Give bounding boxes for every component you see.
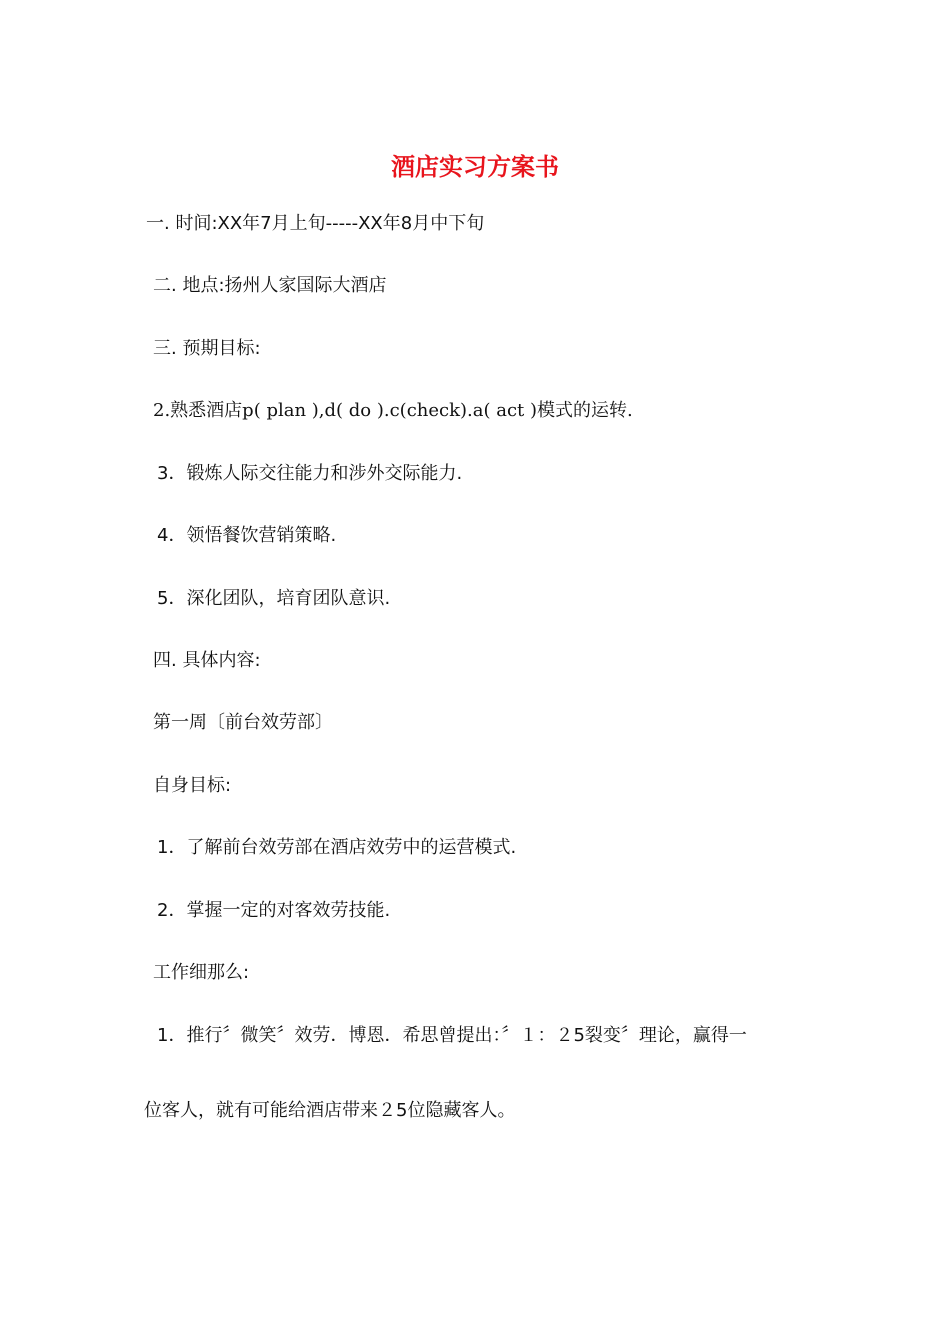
week-one-heading: 第一周〔前台效劳部〕 xyxy=(153,712,333,733)
section-goals-heading: 三. 预期目标: xyxy=(153,338,261,359)
document-title: 酒店实习方案书 xyxy=(391,152,559,181)
section-location: 二. 地点:扬州人家国际大酒店 xyxy=(153,275,387,296)
goal-item-3: 3．锻炼人际交往能力和涉外交际能力. xyxy=(157,463,463,484)
work-rule-item-1: 1．推行〞微笑〞效劳．博恩．希思曾提出：〞１：２5裂变〞理论，赢得一 xyxy=(157,1025,747,1046)
self-goal-item-1: 1．了解前台效劳部在酒店效劳中的运营模式. xyxy=(157,837,517,858)
self-goal-item-2: 2．掌握一定的对客效劳技能. xyxy=(157,900,391,921)
section-content-heading: 四. 具体内容: xyxy=(153,650,261,671)
work-rules-heading: 工作细那么: xyxy=(153,962,250,983)
goal-item-5: 5．深化团队，培育团队意识. xyxy=(157,588,391,609)
self-goals-heading: 自身目标: xyxy=(153,775,232,796)
goal-item-2: 2.熟悉酒店p( plan ),d( do ).c(check).a( act )模式的运转. xyxy=(153,400,633,421)
work-rule-item-1-continued: 位客人，就有可能给酒店带来２5位隐藏客人。 xyxy=(144,1100,516,1121)
section-time: 一. 时间:XX年7月上旬-----XX年8月中下旬 xyxy=(146,213,485,234)
goal-item-4: 4．领悟餐饮营销策略. xyxy=(157,525,337,546)
